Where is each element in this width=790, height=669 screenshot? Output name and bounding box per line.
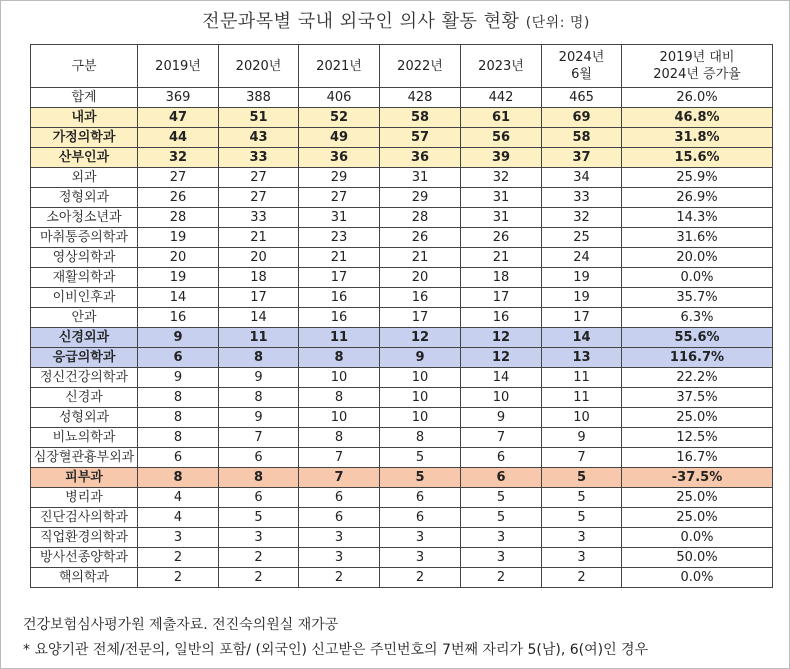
row-growth-rate: 0.0%: [622, 268, 773, 288]
row-value: 3: [380, 548, 461, 568]
row-value: 442: [461, 88, 542, 108]
row-value: 11: [299, 328, 380, 348]
row-growth-rate: 37.5%: [622, 388, 773, 408]
row-value: 58: [542, 128, 622, 148]
header-2024-month: 6월: [571, 67, 592, 82]
row-value: 26: [138, 188, 219, 208]
row-category: 병리과: [31, 488, 138, 508]
row-value: 21: [461, 248, 542, 268]
row-value: 5: [380, 468, 461, 488]
row-value: 8: [299, 388, 380, 408]
row-growth-rate: 26.0%: [622, 88, 773, 108]
row-value: 16: [299, 308, 380, 328]
row-value: 49: [299, 128, 380, 148]
row-value: 31: [299, 208, 380, 228]
table-row: [31, 468, 773, 488]
header-growth-line2: 2024년 증가율: [653, 67, 741, 82]
row-category: 내과: [31, 108, 138, 128]
row-value: 2: [299, 568, 380, 588]
row-value: 369: [138, 88, 219, 108]
table-row: [31, 528, 773, 548]
row-value: 20: [380, 268, 461, 288]
row-value: 47: [138, 108, 219, 128]
row-value: 36: [380, 148, 461, 168]
row-value: 7: [219, 428, 299, 448]
row-category: 신경과: [31, 388, 138, 408]
row-value: 3: [299, 528, 380, 548]
row-category: 응급의학과: [31, 348, 138, 368]
row-value: 2: [542, 568, 622, 588]
row-category: 진단검사의학과: [31, 508, 138, 528]
row-value: 20: [219, 248, 299, 268]
row-growth-rate: 25.0%: [622, 488, 773, 508]
row-value: 24: [542, 248, 622, 268]
table-body: [31, 88, 773, 588]
title-text: 전문과목별 국내 외국인 의사 활동 현황: [202, 11, 520, 32]
row-category: 직업환경의학과: [31, 528, 138, 548]
footnote-note: * 요양기관 전체/전문의, 일반의 포함/ (외국인) 신고받은 주민번호의 7번째 자리가 5(남), 6(여)인 경우: [23, 642, 649, 658]
table-row: [31, 428, 773, 448]
row-growth-rate: 50.0%: [622, 548, 773, 568]
row-value: 14: [138, 288, 219, 308]
table-row: [31, 208, 773, 228]
table-row: [31, 448, 773, 468]
table-row: [31, 108, 773, 128]
row-value: 3: [542, 548, 622, 568]
table-row: [31, 268, 773, 288]
row-growth-rate: 0.0%: [622, 528, 773, 548]
row-value: 9: [219, 408, 299, 428]
row-value: 13: [542, 348, 622, 368]
row-growth-rate: 35.7%: [622, 288, 773, 308]
row-value: 17: [219, 288, 299, 308]
row-value: 17: [299, 268, 380, 288]
row-value: 27: [219, 168, 299, 188]
row-value: 6: [380, 508, 461, 528]
row-value: 31: [461, 208, 542, 228]
row-value: 29: [299, 168, 380, 188]
row-value: 33: [542, 188, 622, 208]
table-row: [31, 388, 773, 408]
row-value: 18: [219, 268, 299, 288]
table-row: [31, 328, 773, 348]
row-value: 8: [299, 428, 380, 448]
row-value: 3: [461, 548, 542, 568]
row-value: 8: [138, 468, 219, 488]
row-value: 27: [299, 188, 380, 208]
row-category: 피부과: [31, 468, 138, 488]
row-value: 19: [542, 268, 622, 288]
row-value: 5: [380, 448, 461, 468]
row-value: 3: [299, 548, 380, 568]
row-value: 8: [219, 468, 299, 488]
row-value: 26: [461, 228, 542, 248]
row-value: 43: [219, 128, 299, 148]
row-value: 10: [380, 368, 461, 388]
row-value: 8: [219, 388, 299, 408]
row-value: 11: [542, 368, 622, 388]
row-value: 57: [380, 128, 461, 148]
row-value: 388: [219, 88, 299, 108]
row-value: 9: [542, 428, 622, 448]
row-value: 7: [461, 428, 542, 448]
row-value: 20: [138, 248, 219, 268]
unit-label: (단위: 명): [525, 15, 590, 31]
row-value: 10: [461, 388, 542, 408]
row-growth-rate: 22.2%: [622, 368, 773, 388]
row-value: 10: [299, 408, 380, 428]
row-growth-rate: 20.0%: [622, 248, 773, 268]
table-row: [31, 548, 773, 568]
row-value: 36: [299, 148, 380, 168]
row-value: 6: [380, 488, 461, 508]
row-value: 6: [219, 448, 299, 468]
row-growth-rate: 25.0%: [622, 508, 773, 528]
row-value: 10: [542, 408, 622, 428]
row-growth-rate: 55.6%: [622, 328, 773, 348]
header-category: 구분: [31, 45, 138, 88]
row-value: 6: [138, 348, 219, 368]
header-2019: 2019년: [138, 45, 219, 88]
table-row: [31, 128, 773, 148]
row-category: 심장혈관흉부외과: [31, 448, 138, 468]
row-value: 33: [219, 208, 299, 228]
row-category: 비뇨의학과: [31, 428, 138, 448]
row-value: 31: [461, 188, 542, 208]
table-title: [1, 7, 790, 33]
row-category: 마취통증의학과: [31, 228, 138, 248]
row-value: 52: [299, 108, 380, 128]
row-value: 9: [138, 328, 219, 348]
row-value: 32: [138, 148, 219, 168]
row-value: 12: [461, 348, 542, 368]
row-growth-rate: 25.9%: [622, 168, 773, 188]
row-category: 이비인후과: [31, 288, 138, 308]
table-row: [31, 568, 773, 588]
table-row: [31, 348, 773, 368]
row-value: 69: [542, 108, 622, 128]
row-value: 17: [461, 288, 542, 308]
row-growth-rate: 26.9%: [622, 188, 773, 208]
row-value: 6: [461, 468, 542, 488]
table-row: [31, 188, 773, 208]
row-value: 14: [219, 308, 299, 328]
row-growth-rate: 6.3%: [622, 308, 773, 328]
row-value: 16: [299, 288, 380, 308]
row-value: 10: [299, 368, 380, 388]
table-row: [31, 408, 773, 428]
footnote-source: 건강보험심사평가원 제출자료. 전진숙의원실 재가공: [23, 617, 339, 633]
row-value: 27: [138, 168, 219, 188]
table-row: [31, 288, 773, 308]
row-value: 6: [461, 448, 542, 468]
row-value: 9: [219, 368, 299, 388]
header-2020: 2020년: [219, 45, 299, 88]
row-value: 5: [542, 488, 622, 508]
row-category: 합계: [31, 88, 138, 108]
row-value: 16: [461, 308, 542, 328]
row-value: 16: [138, 308, 219, 328]
row-value: 7: [542, 448, 622, 468]
row-value: 39: [461, 148, 542, 168]
row-growth-rate: 16.7%: [622, 448, 773, 468]
row-value: 16: [380, 288, 461, 308]
header-growth-line1: 2019년 대비: [659, 50, 735, 65]
row-value: 4: [138, 508, 219, 528]
row-value: 44: [138, 128, 219, 148]
row-value: 5: [542, 508, 622, 528]
row-value: 8: [138, 428, 219, 448]
row-growth-rate: -37.5%: [622, 468, 773, 488]
header-2023: 2023년: [461, 45, 542, 88]
row-value: 19: [542, 288, 622, 308]
row-value: 9: [461, 408, 542, 428]
row-growth-rate: 46.8%: [622, 108, 773, 128]
row-category: 외과: [31, 168, 138, 188]
row-value: 14: [461, 368, 542, 388]
row-category: 핵의학과: [31, 568, 138, 588]
row-value: 28: [380, 208, 461, 228]
row-growth-rate: 14.3%: [622, 208, 773, 228]
row-growth-rate: 0.0%: [622, 568, 773, 588]
row-value: 9: [380, 348, 461, 368]
table-row: [31, 488, 773, 508]
header-2024-year: 2024년: [558, 50, 605, 65]
row-value: 6: [219, 488, 299, 508]
row-value: 7: [299, 468, 380, 488]
table-row: [31, 148, 773, 168]
row-value: 23: [299, 228, 380, 248]
row-value: 29: [380, 188, 461, 208]
row-value: 8: [138, 408, 219, 428]
row-value: 5: [461, 508, 542, 528]
row-value: 32: [461, 168, 542, 188]
row-value: 6: [299, 508, 380, 528]
row-growth-rate: 116.7%: [622, 348, 773, 368]
row-growth-rate: 25.0%: [622, 408, 773, 428]
row-value: 14: [542, 328, 622, 348]
row-growth-rate: 31.6%: [622, 228, 773, 248]
table-row: [31, 308, 773, 328]
header-row: [31, 45, 773, 88]
row-value: 10: [380, 408, 461, 428]
header-2022: 2022년: [380, 45, 461, 88]
header-growth-rate: [622, 45, 773, 88]
row-value: 61: [461, 108, 542, 128]
row-category: 방사선종양학과: [31, 548, 138, 568]
table-row: [31, 228, 773, 248]
row-category: 산부인과: [31, 148, 138, 168]
row-value: 56: [461, 128, 542, 148]
row-value: 3: [380, 528, 461, 548]
row-value: 3: [219, 528, 299, 548]
row-growth-rate: 12.5%: [622, 428, 773, 448]
row-value: 21: [380, 248, 461, 268]
row-category: 안과: [31, 308, 138, 328]
row-value: 12: [461, 328, 542, 348]
row-value: 3: [138, 528, 219, 548]
row-value: 12: [380, 328, 461, 348]
row-value: 26: [380, 228, 461, 248]
row-value: 3: [461, 528, 542, 548]
table-row: [31, 248, 773, 268]
row-value: 2: [219, 548, 299, 568]
row-value: 2: [219, 568, 299, 588]
row-value: 8: [380, 428, 461, 448]
row-value: 7: [299, 448, 380, 468]
row-value: 3: [542, 528, 622, 548]
row-value: 27: [219, 188, 299, 208]
row-value: 28: [138, 208, 219, 228]
row-category: 가정의학과: [31, 128, 138, 148]
row-value: 8: [219, 348, 299, 368]
row-growth-rate: 15.6%: [622, 148, 773, 168]
row-value: 19: [138, 268, 219, 288]
row-value: 17: [542, 308, 622, 328]
row-value: 8: [299, 348, 380, 368]
row-category: 정형외과: [31, 188, 138, 208]
header-2021: 2021년: [299, 45, 380, 88]
row-value: 33: [219, 148, 299, 168]
row-category: 성형외과: [31, 408, 138, 428]
row-category: 정신건강의학과: [31, 368, 138, 388]
row-growth-rate: 31.8%: [622, 128, 773, 148]
row-value: 21: [299, 248, 380, 268]
row-value: 34: [542, 168, 622, 188]
row-value: 37: [542, 148, 622, 168]
row-value: 428: [380, 88, 461, 108]
row-value: 25: [542, 228, 622, 248]
row-value: 21: [219, 228, 299, 248]
row-value: 4: [138, 488, 219, 508]
header-2024-june: [542, 45, 622, 88]
row-value: 51: [219, 108, 299, 128]
data-table: [30, 44, 773, 588]
row-value: 5: [219, 508, 299, 528]
row-value: 31: [380, 168, 461, 188]
row-value: 32: [542, 208, 622, 228]
table-row: [31, 88, 773, 108]
row-value: 11: [219, 328, 299, 348]
table-row: [31, 508, 773, 528]
row-value: 8: [138, 388, 219, 408]
row-value: 2: [380, 568, 461, 588]
row-category: 소아청소년과: [31, 208, 138, 228]
row-value: 9: [138, 368, 219, 388]
table-row: [31, 168, 773, 188]
row-value: 2: [461, 568, 542, 588]
row-value: 465: [542, 88, 622, 108]
row-value: 10: [380, 388, 461, 408]
row-category: 신경외과: [31, 328, 138, 348]
row-value: 18: [461, 268, 542, 288]
row-value: 406: [299, 88, 380, 108]
row-value: 6: [138, 448, 219, 468]
row-value: 5: [461, 488, 542, 508]
row-value: 11: [542, 388, 622, 408]
row-category: 재활의학과: [31, 268, 138, 288]
row-value: 17: [380, 308, 461, 328]
row-value: 2: [138, 548, 219, 568]
row-category: 영상의학과: [31, 248, 138, 268]
table-row: [31, 368, 773, 388]
row-value: 2: [138, 568, 219, 588]
row-value: 19: [138, 228, 219, 248]
row-value: 6: [299, 488, 380, 508]
row-value: 58: [380, 108, 461, 128]
row-value: 5: [542, 468, 622, 488]
